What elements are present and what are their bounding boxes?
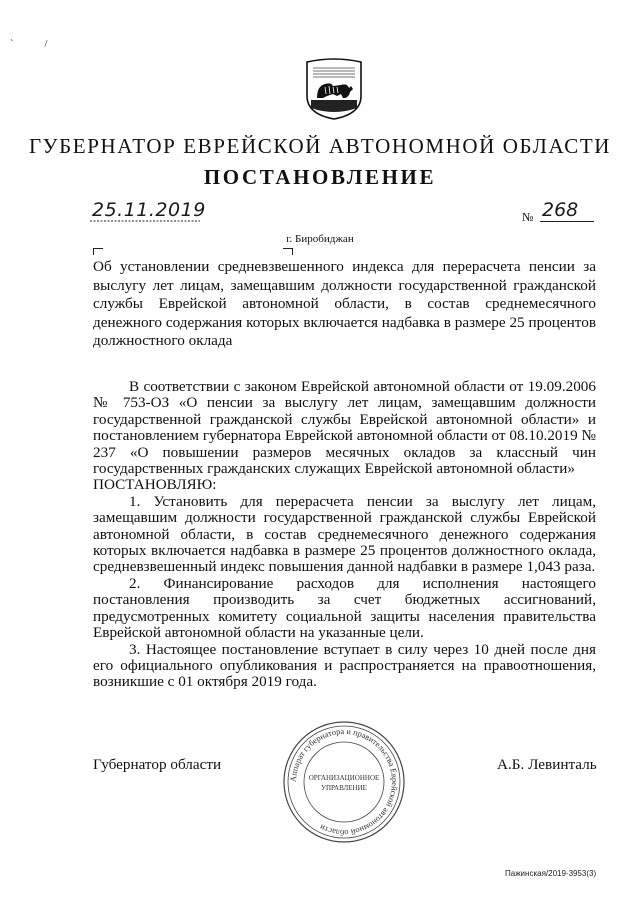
corner-marks: ` / xyxy=(10,38,62,50)
coat-of-arms-icon xyxy=(303,56,365,120)
document-body xyxy=(93,379,596,691)
resolve-heading: ПОСТАНОВЛЯЮ: xyxy=(93,476,217,494)
subject-bracket-left xyxy=(93,248,103,255)
clause-3: 3. Настоящее постановление вступает в силу через 10 дней после дня его официального опубликования и распространяется на правоотношения, возникшие с 01 октября 2019 года. xyxy=(93,640,596,691)
stamp-center-line2: УПРАВЛЕНИЕ xyxy=(321,784,367,792)
document-number: 268 xyxy=(542,199,579,221)
stamp-ring-text: Аппарат губернатора и правительства Еврейской автономной области xyxy=(288,726,400,838)
signatory-name: А.Б. Левинталь xyxy=(497,756,597,773)
footer-code: Пажинская/2019-3953(3) xyxy=(505,869,597,878)
number-label: № xyxy=(522,210,534,224)
document-subject: Об установлении средневзвешенного индекса для перерасчета пенсии за выслугу лет лицам, замещавшим должности государственной гражданской службы Еврейской автономной области, в состав среднемесячного денежного содержания которых включается надбавка в размере 25 процентов должностного оклада xyxy=(93,258,596,350)
authority-title: ГУБЕРНАТОР ЕВРЕЙСКОЙ АВТОНОМНОЙ ОБЛАСТИ xyxy=(28,134,612,158)
clause-2: 2. Финансирование расходов для исполнения настоящего постановления производить за счет бюджетных ассигнований, предусмотренных комитету социальной защиты населения правительства Еврейской автономной области на указанные цели. xyxy=(93,574,596,642)
stamp-center-line1: ОРГАНИЗАЦИОННОЕ xyxy=(308,774,380,782)
document-city: г. Биробиджан xyxy=(286,233,354,245)
document-date: 25.11.2019 xyxy=(92,199,206,221)
document-type: ПОСТАНОВЛЕНИЕ xyxy=(203,165,437,189)
date-underline xyxy=(90,203,200,225)
signatory-position: Губернатор области xyxy=(93,756,222,773)
number-underline xyxy=(540,221,594,222)
subject-bracket-right xyxy=(283,248,293,255)
official-stamp xyxy=(282,720,406,844)
preamble-paragraph: В соответствии с законом Еврейской автономной области от 19.09.2006 № 753-ОЗ «О пенсии за выслугу лет лицам, замещавшим должности государственной гражданской службы Еврейской автономной области» и постановлением губернатора Еврейской автономной области от 08.10.2019 № 237 «О повышении размеров месячных окладов за классный чин государственных гражданских служащих Еврейской автономной области» xyxy=(93,378,596,478)
clause-1: 1. Установить для перерасчета пенсии за выслугу лет лицам, замещавшим должности государственной гражданской службы Еврейской автономной области, в состав среднемесячного денежного содержания которых включается надбавка в размере 25 процентов должностного оклада, средневзвешенный индекс повышения данной надбавки в размере 1,043 раза. xyxy=(93,492,596,576)
